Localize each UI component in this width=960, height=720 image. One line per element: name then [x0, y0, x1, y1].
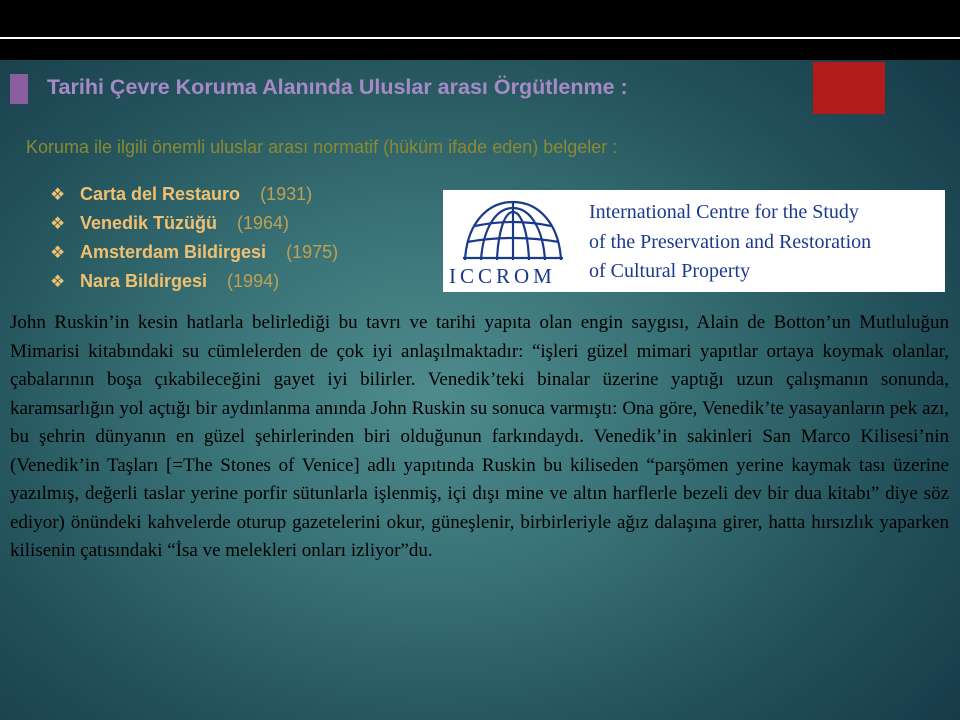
top-divider-line [0, 37, 960, 39]
slide-subtitle: Koruma ile ilgili önemli uluslar arası normatif (hüküm ifade eden) belgeler : [26, 137, 618, 157]
globe-icon [451, 196, 575, 262]
list-item [50, 267, 338, 296]
diamond-bullet-icon: ❖ [50, 184, 66, 204]
logo-abbreviation: ICCROM [449, 264, 556, 288]
accent-red-block [813, 62, 885, 114]
document-name: Amsterdam Bildirgesi [80, 242, 267, 262]
document-year: (1964) [237, 213, 290, 233]
top-banner [0, 0, 960, 60]
document-year: (1994) [227, 271, 280, 291]
logo-full-name [589, 198, 939, 287]
document-name: Venedik Tüzüğü [80, 213, 218, 233]
diamond-bullet-icon: ❖ [50, 271, 66, 291]
document-name: Carta del Restauro [80, 184, 241, 204]
diamond-bullet-icon: ❖ [50, 213, 66, 233]
logo-name-line: International Centre for the Study [589, 201, 859, 223]
document-year: (1931) [260, 184, 313, 204]
slide-title: Tarihi Çevre Koruma Alanında Uluslar arası Örgütlenme : [47, 75, 628, 99]
body-paragraph: John Ruskin’in kesin hatlarla belirlediği bu tavrı ve tarihi yapıta olan engin saygısı, Alain de Botton’un Mutluluğun Mimarisi kitabındaki su cümlelerden de çok iyi anlaşılmaktadır: “işleri güzel mimari yapıtlar ortaya koymak olanlar, çabalarının boşa çıkabileceğini gayet iyi bilirler. Venedik’teki binalar üzerine yaptığı uzun çalışmanın sonunda, karamsarlığın yol açtığı bir aydınlanma anında John Ruskin su sonuca varmıştı: Ona göre, Venedik’te yasayanların pek azı, bu şehrin dünyanın en güzel şehirlerinden biri olduğunun farkındaydı. Venedik’in sakinleri San Marco Kilisesi’nin (Venedik’in Taşları [=The Stones of Venice] adlı yapıtında Ruskin bu kiliseden “parşömen yerine kaymak tası üzerine yazılmış, değerli taslar yerine porfir sütunlarla işlenmiş, içi dışı mine ve altın harflerle bezeli dev bir dua kitabı” diye söz ediyor) önündeki kahvelerde oturup gazetelerini okur, güneşlenir, birbirleriyle ağız dalaşına girer, hatta hırsızlık yaparken kilisenin çatısındaki “İsa ve melekleri onları izliyor”du. [10, 312, 949, 561]
iccrom-logo [443, 190, 945, 292]
title-marker-bar [10, 74, 28, 104]
list-item [50, 209, 338, 238]
document-name: Nara Bildirgesi [80, 271, 208, 291]
list-item [50, 238, 338, 267]
logo-name-line: of Cultural Property [589, 260, 751, 282]
logo-name-line: of the Preservation and Restoration [589, 230, 872, 253]
documents-list [50, 180, 338, 296]
list-item [50, 180, 338, 209]
diamond-bullet-icon: ❖ [50, 242, 66, 262]
document-year: (1975) [286, 242, 339, 262]
